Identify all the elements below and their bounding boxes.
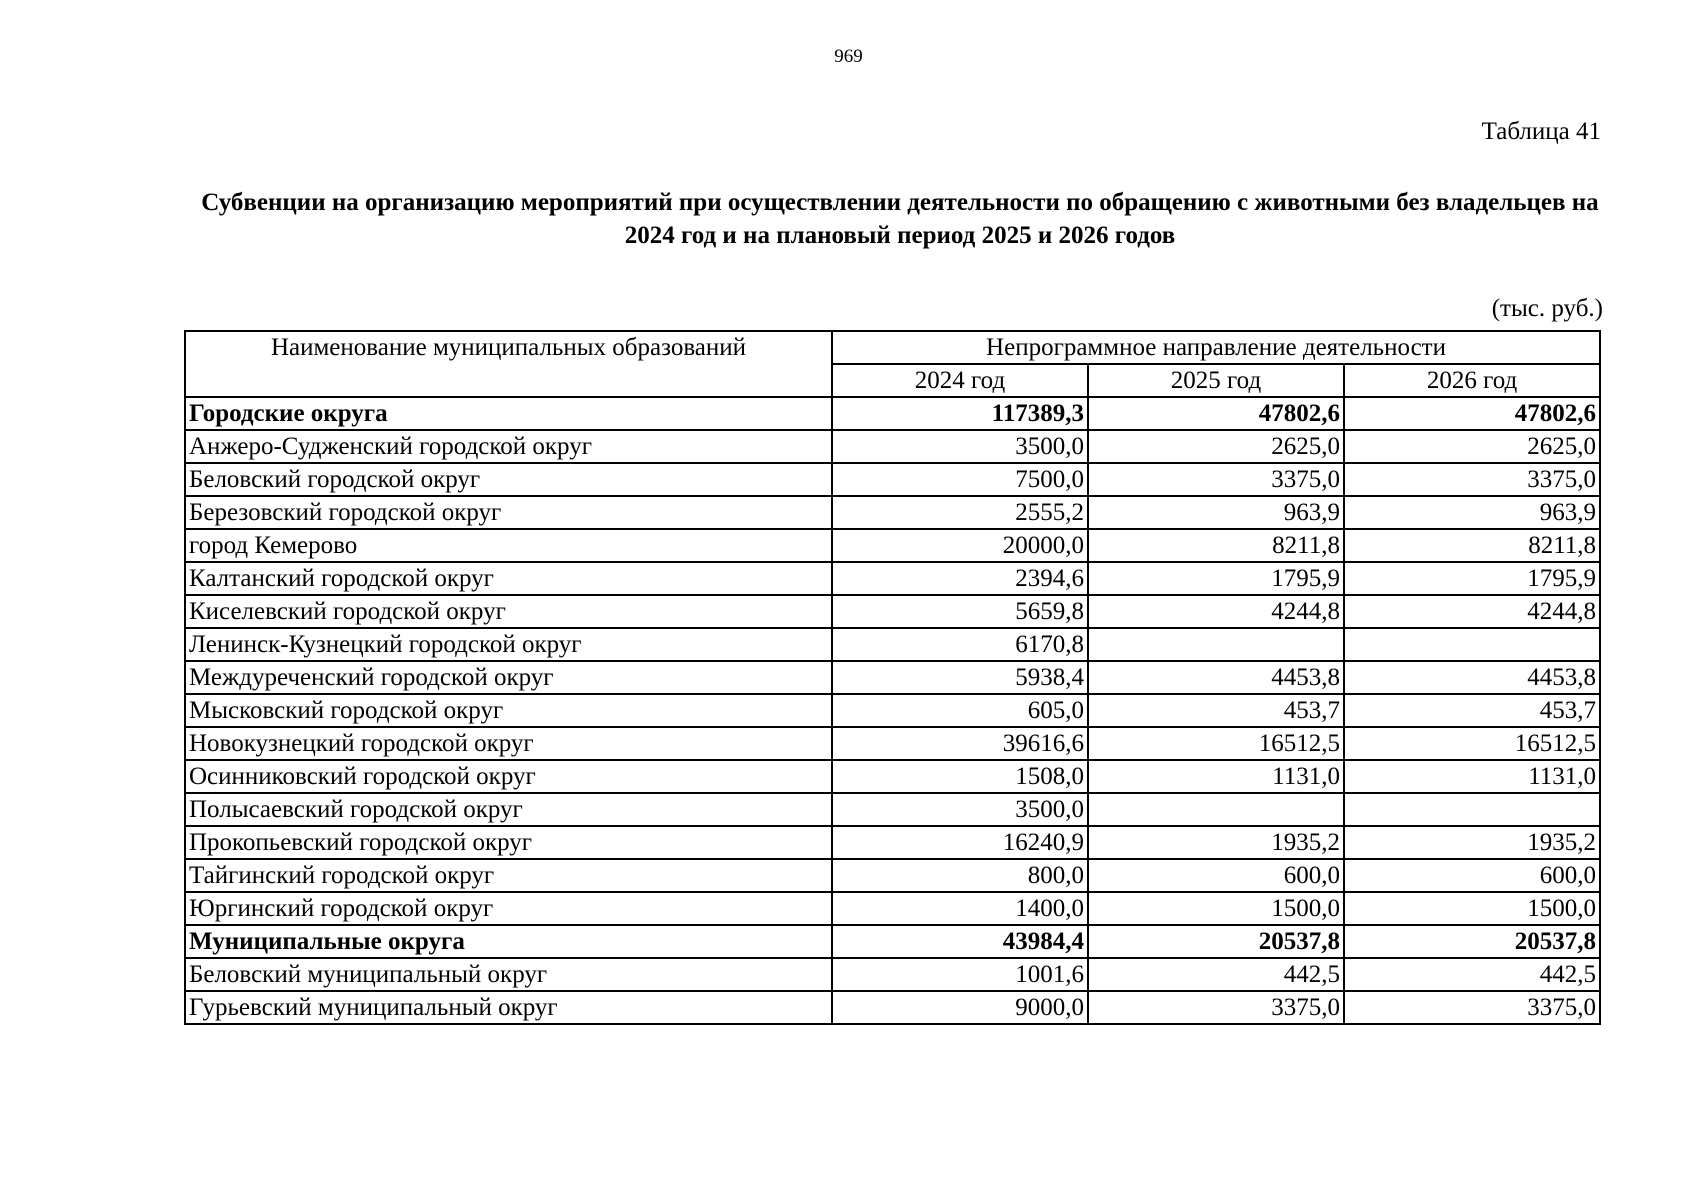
header-non-program-direction: Непрограммное направление деятельности: [832, 331, 1600, 364]
value-2025-cell: 1131,0: [1088, 760, 1344, 793]
value-2026-cell: 963,9: [1344, 496, 1600, 529]
value-2026-cell: 20537,8: [1344, 925, 1600, 958]
value-2024-cell: 7500,0: [832, 463, 1088, 496]
subventions-table: [184, 330, 1601, 1025]
value-2025-cell: 963,9: [1088, 496, 1344, 529]
table-row: [185, 562, 1600, 595]
value-2026-cell: 442,5: [1344, 958, 1600, 991]
municipality-name-cell: Калтанский городской округ: [185, 562, 832, 595]
municipality-name-cell: Полысаевский городской округ: [185, 793, 832, 826]
table-group-row: [185, 925, 1600, 958]
value-2024-cell: 2555,2: [832, 496, 1088, 529]
value-2025-cell: 1795,9: [1088, 562, 1344, 595]
value-2026-cell: 3375,0: [1344, 991, 1600, 1024]
municipality-name-cell: Междуреченский городской округ: [185, 661, 832, 694]
value-2024-cell: 9000,0: [832, 991, 1088, 1024]
value-2026-cell: 1500,0: [1344, 892, 1600, 925]
document-title: Субвенции на организацию мероприятий при осуществлении деятельности по обращению с животными без владельцев на 2024 год и на плановый период 2025 и 2026 годов: [201, 189, 1599, 249]
value-2026-cell: 4453,8: [1344, 661, 1600, 694]
value-2026-cell: 3375,0: [1344, 463, 1600, 496]
municipality-name-cell: Киселевский городской округ: [185, 595, 832, 628]
value-2024-cell: 5938,4: [832, 661, 1088, 694]
municipality-name-cell: Гурьевский муниципальный округ: [185, 991, 832, 1024]
value-2024-cell: 1400,0: [832, 892, 1088, 925]
value-2024-cell: 1001,6: [832, 958, 1088, 991]
value-2025-cell: 1935,2: [1088, 826, 1344, 859]
table-row: [185, 463, 1600, 496]
table-row: [185, 793, 1600, 826]
table-row: [185, 529, 1600, 562]
municipality-name-cell: Юргинский городской округ: [185, 892, 832, 925]
table-group-row: [185, 397, 1600, 430]
value-2026-cell: 600,0: [1344, 859, 1600, 892]
municipality-name-cell: Тайгинский городской округ: [185, 859, 832, 892]
value-2026-cell: 1935,2: [1344, 826, 1600, 859]
value-2025-cell: 4244,8: [1088, 595, 1344, 628]
value-2025-cell: 1500,0: [1088, 892, 1344, 925]
header-year-2026: 2026 год: [1344, 364, 1600, 397]
municipality-name-cell: Мысковский городской округ: [185, 694, 832, 727]
table-row: [185, 430, 1600, 463]
municipality-name-cell: Беловский муниципальный округ: [185, 958, 832, 991]
table-label: Таблица 41: [1481, 118, 1601, 145]
table-row: [185, 958, 1600, 991]
table-row: [185, 859, 1600, 892]
value-2026-cell: [1344, 793, 1600, 826]
value-2024-cell: 3500,0: [832, 430, 1088, 463]
municipality-name-cell: Прокопьевский городской округ: [185, 826, 832, 859]
table-header: [185, 331, 1600, 397]
value-2024-cell: 43984,4: [832, 925, 1088, 958]
value-2024-cell: 5659,8: [832, 595, 1088, 628]
table-row: [185, 727, 1600, 760]
table-row: [185, 991, 1600, 1024]
value-2026-cell: 1131,0: [1344, 760, 1600, 793]
municipality-name-cell: Осинниковский городской округ: [185, 760, 832, 793]
value-2025-cell: 2625,0: [1088, 430, 1344, 463]
value-2025-cell: 20537,8: [1088, 925, 1344, 958]
value-2026-cell: [1344, 628, 1600, 661]
header-year-2025: 2025 год: [1088, 364, 1344, 397]
value-2026-cell: 1795,9: [1344, 562, 1600, 595]
municipality-name-cell: Беловский городской округ: [185, 463, 832, 496]
header-year-2024: 2024 год: [832, 364, 1088, 397]
value-2026-cell: 8211,8: [1344, 529, 1600, 562]
table-row: [185, 661, 1600, 694]
municipality-name-cell: Новокузнецкий городской округ: [185, 727, 832, 760]
municipality-name-cell: Анжеро-Судженский городской округ: [185, 430, 832, 463]
municipality-name-cell: Городские округа: [185, 397, 832, 430]
value-2024-cell: 605,0: [832, 694, 1088, 727]
table-row: [185, 760, 1600, 793]
value-2026-cell: 4244,8: [1344, 595, 1600, 628]
value-2024-cell: 800,0: [832, 859, 1088, 892]
value-2024-cell: 2394,6: [832, 562, 1088, 595]
table-body: [185, 397, 1600, 1024]
value-2024-cell: 3500,0: [832, 793, 1088, 826]
value-2025-cell: [1088, 628, 1344, 661]
units-label: (тыс. руб.): [1491, 295, 1603, 322]
municipality-name-cell: Ленинск-Кузнецкий городской округ: [185, 628, 832, 661]
table-row: [185, 496, 1600, 529]
value-2024-cell: 16240,9: [832, 826, 1088, 859]
value-2025-cell: 3375,0: [1088, 463, 1344, 496]
municipality-name-cell: Березовский городской округ: [185, 496, 832, 529]
value-2024-cell: 20000,0: [832, 529, 1088, 562]
value-2025-cell: 47802,6: [1088, 397, 1344, 430]
municipality-name-cell: город Кемерово: [185, 529, 832, 562]
value-2025-cell: 3375,0: [1088, 991, 1344, 1024]
municipality-name-cell: Муниципальные округа: [185, 925, 832, 958]
header-municipality-name: Наименование муниципальных образований: [185, 331, 832, 397]
value-2025-cell: 442,5: [1088, 958, 1344, 991]
page-number: 969: [834, 46, 863, 67]
value-2025-cell: 453,7: [1088, 694, 1344, 727]
value-2025-cell: 16512,5: [1088, 727, 1344, 760]
value-2026-cell: 453,7: [1344, 694, 1600, 727]
value-2026-cell: 16512,5: [1344, 727, 1600, 760]
value-2024-cell: 6170,8: [832, 628, 1088, 661]
table-row: [185, 595, 1600, 628]
table-row: [185, 826, 1600, 859]
value-2026-cell: 47802,6: [1344, 397, 1600, 430]
table-row: [185, 628, 1600, 661]
value-2024-cell: 39616,6: [832, 727, 1088, 760]
value-2025-cell: 600,0: [1088, 859, 1344, 892]
value-2025-cell: [1088, 793, 1344, 826]
value-2024-cell: 117389,3: [832, 397, 1088, 430]
value-2024-cell: 1508,0: [832, 760, 1088, 793]
value-2025-cell: 8211,8: [1088, 529, 1344, 562]
value-2025-cell: 4453,8: [1088, 661, 1344, 694]
table-row: [185, 892, 1600, 925]
value-2026-cell: 2625,0: [1344, 430, 1600, 463]
table-row: [185, 694, 1600, 727]
